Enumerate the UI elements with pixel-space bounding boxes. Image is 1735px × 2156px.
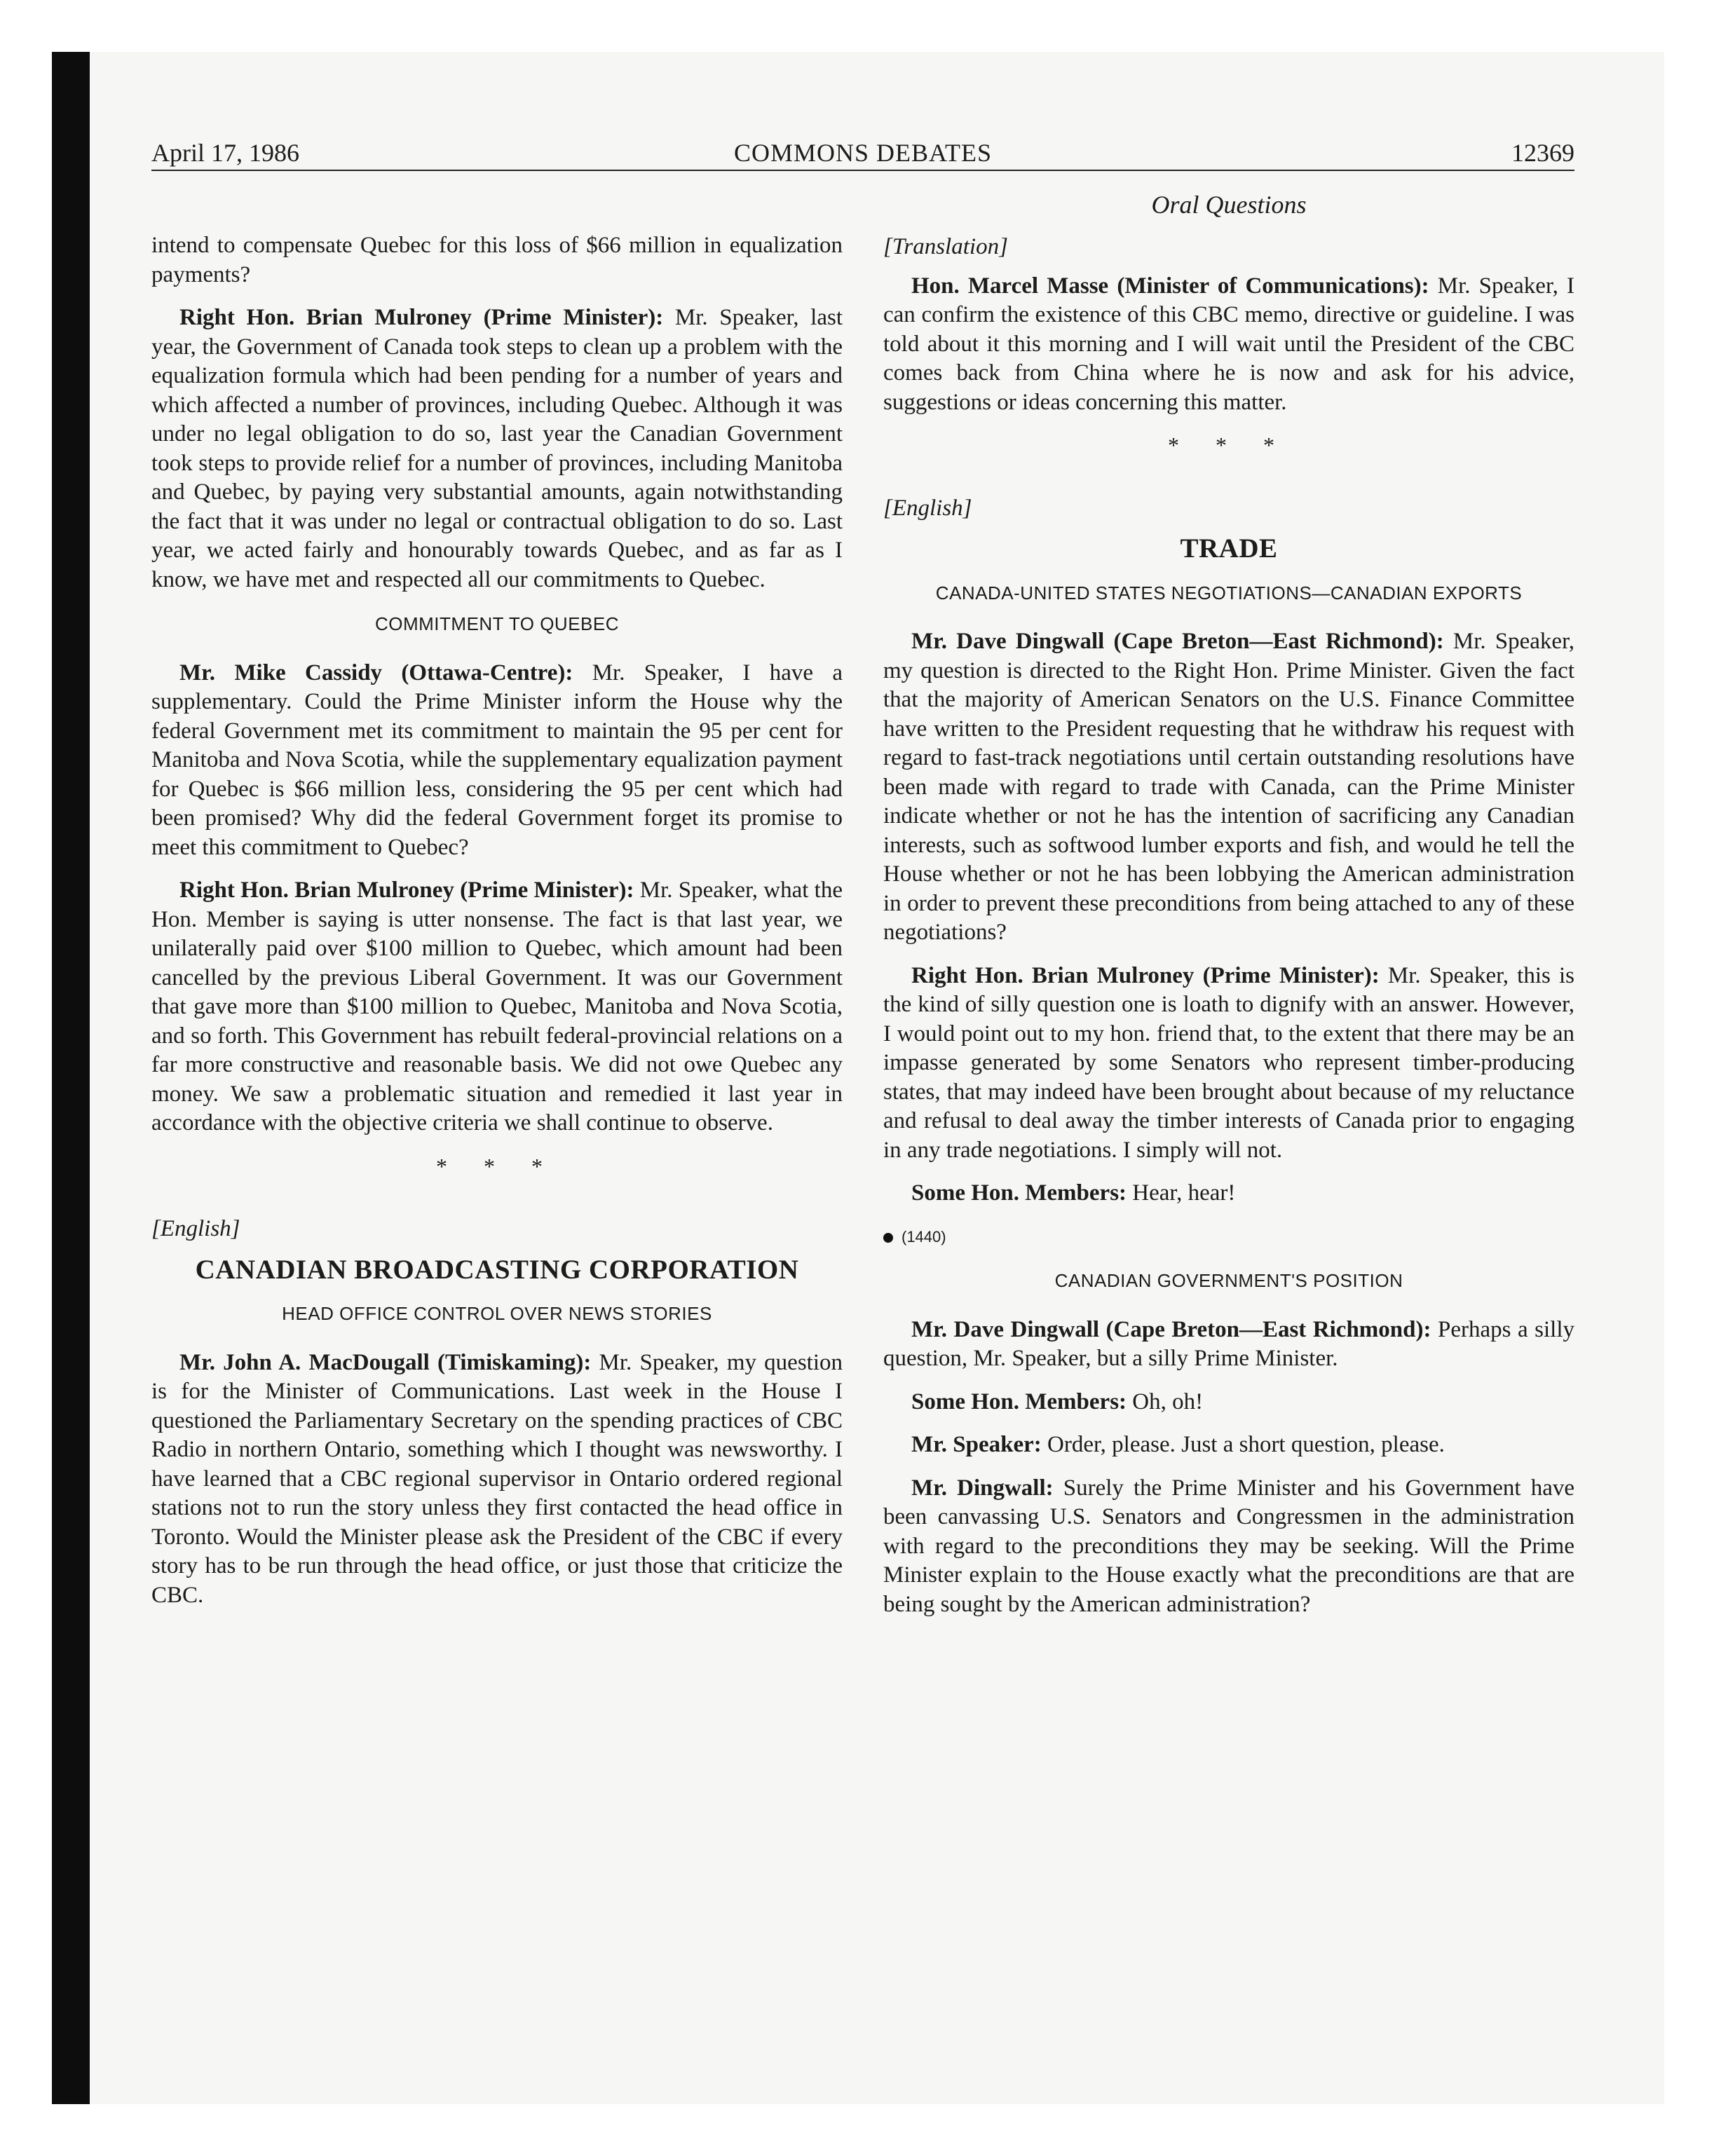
speaker-name: Right Hon. Brian Mulroney (Prime Minister): — [179, 305, 664, 330]
header-rule — [151, 170, 1574, 171]
section-separator: * * * — [436, 1153, 558, 1179]
speaker-name: Mr. Speaker: — [911, 1432, 1042, 1457]
language-tag: [Translation] — [883, 234, 1008, 259]
paragraph — [883, 1316, 1574, 1374]
paragraph: intend to compensate Quebec for this loss of $66 million in equalization payments? — [151, 233, 843, 287]
speech-text: Surely the Prime Minister and his Government have been canvassing U.S. Senators and Congressmen in the administration with regard to the preconditions they may be seeking. Will the Prime Minister explain to the House exactly what the preconditions are that are being sought by the American administration? — [883, 1475, 1575, 1617]
paragraph — [883, 1474, 1574, 1620]
paragraph — [883, 1179, 1574, 1208]
right-column — [883, 233, 1574, 1633]
subheading: HEAD OFFICE CONTROL OVER NEWS STORIES — [282, 1303, 712, 1324]
section-tag: Oral Questions — [1151, 191, 1307, 219]
language-tag: [English] — [151, 1216, 240, 1241]
section-separator: * * * — [1168, 432, 1290, 458]
paragraph — [883, 1388, 1574, 1417]
speaker-name: Right Hon. Brian Mulroney (Prime Minister): — [179, 878, 634, 903]
subheading: COMMITMENT TO QUEBEC — [374, 613, 620, 634]
paragraph — [151, 303, 843, 594]
scan-edge-bar — [52, 52, 90, 2104]
section-heading: TRADE — [1180, 533, 1278, 564]
speech-text: Mr. Speaker, what the Hon. Member is saying is utter nonsense. The fact is that last year, we unilaterally paid over $100 million to Quebec, which amount had been cancelled by the previous Liberal Government. It was our Government that gave more than $100 million to Quebec, Manitoba and Nova Scotia, and so forth. This Government has rebuilt federal-provincial relations on a far more constructive and reasonable basis. We did not owe Quebec any money. We saw a problematic situation and remedied it last year in accordance with the objective criteria we shall continue to observe. — [151, 878, 843, 1135]
section-heading: CANADIAN BROADCASTING CORPORATION — [195, 1254, 799, 1285]
speaker-name: Mr. Dave Dingwall (Cape Breton—East Richmond): — [911, 629, 1444, 654]
speech-text: Mr. Speaker, I have a supplementary. Could the Prime Minister inform the House why the federal Government met its commitment to maintain the 95 per cent for Manitoba and Nova Scotia, while the supplementary equalization payment for Quebec is $66 million less, considering the 95 per cent which had been promised? Why did the federal Government forget its promise to meet this commitment to Quebec? — [151, 660, 843, 860]
header-publication: COMMONS DEBATES — [733, 139, 993, 167]
speech-text: Mr. Speaker, my question is for the Minister of Communications. Last week in the House I questioned the Parliamentary Secretary on the spending practices of CBC Radio in northern Ontario, something which I thought was newsworthy. I have learned that a CBC regional supervisor in Ontario ordered regional stations not to run the story unless they first contacted the head office in Toronto. Would the Minister please ask the President of the CBC if every story has to be run through the head office, or just those that criticize the CBC. — [151, 1349, 843, 1608]
speech-text: Mr. Speaker, last year, the Government of Canada took steps to clean up a problem with the equalization formula which had been pending for a number of years and which affected a number of provinces, including Quebec. Although it was under no legal obligation to do so, last year the Canadian Government took steps to provide relief for a number of provinces, including Manitoba and Quebec, by paying very substantial amounts, again notwithstanding the fact that it was under no legal or contractual obligation to do so. Last year, we acted fairly and honourably towards Quebec, and as far as I know, we have met and respected all our commitments to Quebec. — [151, 305, 843, 592]
paragraph — [883, 962, 1574, 1166]
bullet-icon — [883, 1233, 893, 1243]
subheading: CANADIAN GOVERNMENT'S POSITION — [1054, 1270, 1403, 1291]
paragraph — [151, 876, 843, 1138]
header-date: April 17, 1986 — [151, 139, 299, 167]
running-head — [151, 135, 1574, 171]
speaker-name: Mr. Mike Cassidy (Ottawa-Centre): — [179, 660, 573, 685]
speaker-name: Right Hon. Brian Mulroney (Prime Minister): — [911, 962, 1380, 988]
paragraph — [151, 659, 843, 863]
subheading: CANADA-UNITED STATES NEGOTIATIONS—CANADIAN EXPORTS — [935, 582, 1523, 603]
speaker-name: Some Hon. Members: — [911, 1180, 1127, 1206]
speaker-name: Mr. Dave Dingwall (Cape Breton—East Richmond): — [911, 1316, 1431, 1342]
speech-text: Mr. Speaker, my question is directed to the Right Hon. Prime Minister. Given the fact that the majority of American Senators on the U.S. Finance Committee have written to the President requesting that he withdraw his request with regard to fast-track negotiations until certain outstanding resolutions have been made with regard to trade with Canada, can the Prime Minister indicate whether or not he has the intention of sacrificing any Canadian interests, such as softwood lumber exports and fish, and would he tell the House whether or not he has been lobbying the American administration in order to prevent these preconditions from being attached to any of these negotiations? — [883, 629, 1574, 945]
speech-text: Oh, oh! — [1127, 1389, 1204, 1414]
paragraph — [883, 1431, 1574, 1460]
language-tag: [English] — [883, 495, 972, 521]
time-marker-text: (1440) — [901, 1227, 946, 1246]
speech-text: Mr. Speaker, this is the kind of silly question one is loath to dignify with an answer. However, I would point out to my hon. friend that, to the extent that there may be an impasse generated by some Senators who represent timber-producing states, that may indeed have been brought about because of my reluctance and refusal to deal away the timber interests of Canada prior to engaging in any trade negotiations. I simply will not. — [883, 962, 1574, 1163]
speech-text: Perhaps a silly question, Mr. Speaker, but a silly Prime Minister. — [883, 1316, 1574, 1371]
paragraph — [883, 272, 1574, 418]
speech-text: Mr. Speaker, I can confirm the existence of this CBC memo, directive or guideline. I was told about it this morning and I will wait until the President of the CBC comes back from China where he is now and ask for his advice, suggestions or ideas concerning this matter. — [883, 273, 1575, 415]
speaker-name: Mr. John A. MacDougall (Timiskaming): — [179, 1349, 592, 1375]
speech-text: Order, please. Just a short question, please. — [1041, 1432, 1445, 1457]
paragraph — [883, 627, 1574, 948]
time-marker — [883, 1222, 1574, 1252]
header-page-number: 12369 — [1511, 139, 1574, 167]
paragraph — [151, 1349, 843, 1611]
left-column — [151, 231, 843, 1624]
speaker-name: Mr. Dingwall: — [911, 1475, 1054, 1501]
speaker-name: Some Hon. Members: — [911, 1389, 1127, 1414]
speech-text: Hear, hear! — [1127, 1180, 1236, 1206]
speaker-name: Hon. Marcel Masse (Minister of Communications): — [911, 273, 1429, 299]
